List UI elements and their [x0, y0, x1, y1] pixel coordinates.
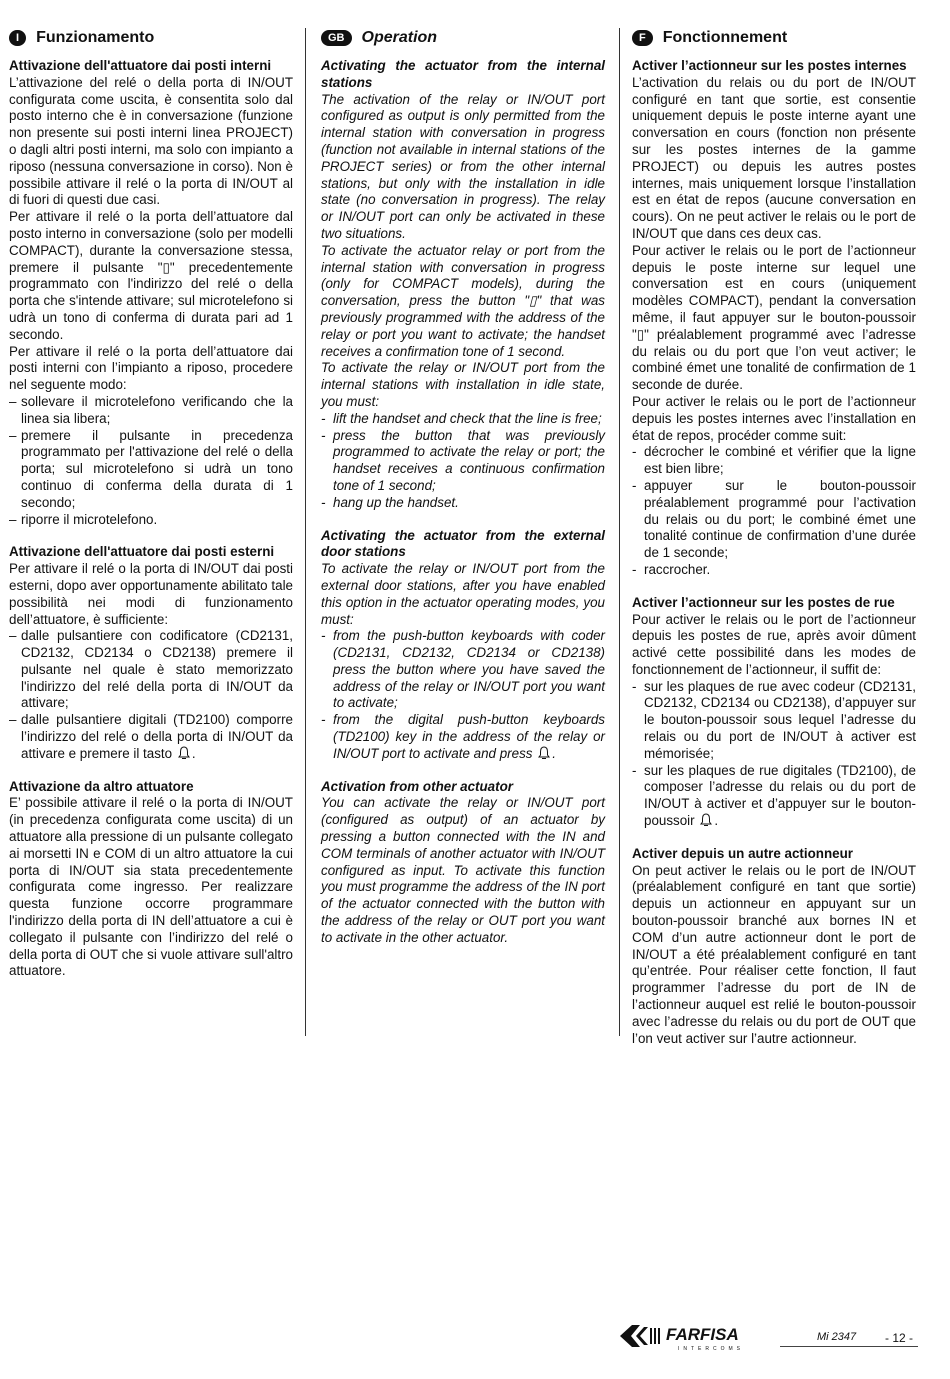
paragraph-it-2: Per attivare il relé o la porta dell’attuatore dal posto interno in conversazione (solo per modelli COMPACT), durante la conversazione stessa, premere il pulsante "▯" precedentemente programmato con l'indirizzo del relé o della porta che s'intende attivare; sul microtelefono si udrà un tono di conferma di durata pari ad 1 secondo. — [9, 209, 293, 342]
section-header-gb — [321, 26, 605, 50]
paragraph-it-5: E’ possibile attivare il relé o la porta di IN/OUT (in precedenza configurata come uscita) di un attuatore alla pressione di un pulsante collegato ai morsetti IN e COM di un altro attuatore la cui porta di IN/OUT sia stata precedentemente configurata come ingresso. Per realizzare questa funzione occorre programmare l'indirizzo della porta di IN dell’attuatore a cui è collegato il pulsante con l’indirizzo del relé o della porta di OUT che si vuole attivare sull'altro attuatore. — [9, 795, 293, 979]
document-reference: Mi 2347 — [817, 1331, 857, 1343]
paragraph-gb-4: To activate the relay or IN/OUT port from the external door stations, after you have enabled this option in the actuator operating modes, you must: — [321, 561, 605, 627]
paragraph-it-1: L’attivazione del relé o della porta di IN/OUT configurata come uscita, è consentita solo dal posto interno che è in conversazione (funzione non presente sui posti interni linea PROJECT) o dagli altri posti interni, ma solo con impianto a riposo (nessuna conversazione in corso). Non è possibile attivare il relé o la porta di IN/OUT al di fuori di questi due casi. — [9, 74, 293, 208]
section-title-internal-fr: Activer l’actionneur sur les postes internes — [632, 58, 907, 73]
column-french — [632, 26, 916, 1047]
section-title-internal-gb: Activating the actuator from the internal stations — [321, 58, 605, 90]
farfisa-logo — [618, 1322, 776, 1352]
paragraph-gb-1: The activation of the relay or IN/OUT port configured as output is only permitted from the internal station with conversation in progress (function not available in internal stations of the PROJECT series) or from the other internal stations, but only with the installation in idle state (no conversation in progress). The relay or IN/OUT port can only be activated in these two situations. — [321, 91, 605, 241]
svg-text:INTERCOMS: INTERCOMS — [678, 1346, 744, 1352]
steps-list-fr — [632, 444, 916, 578]
external-list-gb — [321, 628, 605, 762]
list-item: - raccrocher. — [632, 561, 711, 577]
paragraph-gb-2: To activate the actuator relay or port from the internal station with conversation in progress (only for COMPACT models), during the conversation, press the button "▯" that was previously programmed with the address of the relay or port you want to activate; the handset receives a confirmation tone of 1 second. — [321, 242, 605, 359]
list-item: - décrocher le combiné et vérifier que la ligne est bien libre; — [632, 444, 916, 477]
list-item: – dalle pulsantiere digitali (TD2100) comporre l’indirizzo del relé o della porta di IN/OUT da attivare e premere il tasto . — [9, 712, 293, 761]
list-item: - lift the handset and check that the line is free; — [321, 410, 602, 426]
section-title-external-it: Attivazione dell'attuatore dai posti esterni — [9, 544, 275, 560]
section-title-other-gb: Activation from other actuator — [321, 778, 513, 794]
column-divider-left — [305, 28, 306, 1036]
paragraph-gb-3: To activate the relay or IN/OUT port from the internal stations with installation in idle state, you must: — [321, 360, 605, 409]
column-divider-right — [619, 28, 620, 1036]
steps-list-it — [9, 394, 293, 528]
section-title-external-fr: Activer l’actionneur sur les postes de rue — [632, 594, 895, 610]
external-list-fr — [632, 679, 916, 830]
paragraph-it-4: Per attivare il relé o la porta di IN/OUT dai posti esterni, dopo aver opportunamente abilitato tale possibilità nei modi di funzionamento dell’attuatore, è sufficiente: — [9, 561, 293, 627]
steps-list-gb — [321, 411, 605, 512]
paragraph-gb-5: You can activate the relay or IN/OUT port (configured as output) of an actuator by pressing a button connected with the IN and COM terminals of another actuator with IN/OUT configured as input. To activate this function you must programme the address of the IN port of the actuator connected with the button with the address of the relay or OUT port you want to activate in the other actuator. — [321, 795, 605, 945]
svg-text:FARFISA: FARFISA — [666, 1325, 739, 1344]
paragraph-fr-4: Pour activer le relais ou le port de l’actionneur depuis les postes de rue, après avoir dûment activé cette possibilité dans les modes de fonctionnement de l’actionneur, il suffit de: — [632, 611, 916, 677]
list-item: - sur les plaques de rue digitales (TD2100), de composer l’adresse du relais ou du port de IN/OUT à activer et d’appuyer sur le bouton-poussoir . — [632, 762, 916, 829]
column-english — [321, 26, 605, 947]
paragraph-fr-3: Pour activer le relais ou le port de l’actionneur depuis les postes internes avec l’installation en état de repos, procéder comme suit: — [632, 393, 916, 443]
paragraph-fr-1: L’activation du relais ou du port de IN/OUT configuré en tant que sortie, est consentie uniquement depuis le poste interne ayant une conversation en cours (fonction non présente sur les postes internes de la gamme PROJECT) ou depuis les autres postes internes, mais uniquement lorsque l’installation est en état de repos (aucune conversation en cours). On ne peut activer le relais ou le port de IN/OUT que dans ces deux cas. — [632, 74, 916, 241]
paragraph-fr-2: Pour activer le relais ou le port de l’actionneur depuis le poste interne sur lequel une conversation est en cours (uniquement modèles COMPACT), pendant la conversation même, il faut appuyer sur le bouton-poussoir "▯" préalablement programmé avec l’adresse du relais ou du port que l’on veut activer; le combiné émet une tonalité de confirmation de 1 seconde de durée. — [632, 242, 916, 393]
footer-rule — [780, 1346, 918, 1347]
language-badge-gb: GB — [321, 30, 352, 46]
page-title-it: Funzionamento — [36, 28, 155, 46]
list-item: – riporre il microtelefono. — [9, 511, 158, 527]
page-footer — [614, 1322, 924, 1352]
section-title-external-gb: Activating the actuator from the external door stations — [321, 527, 605, 560]
bell-icon — [177, 746, 191, 760]
page-title-fr: Fonctionnement — [662, 28, 788, 46]
list-item: - sur les plaques de rue avec codeur (CD2131, CD2132, CD2134 ou CD2138), d’appuyer sur le bouton-poussoir sous lequel l’adresse du relais ou du port de IN/OUT à activer est mémorisée; — [632, 678, 916, 761]
page-number: - 12 - — [885, 1331, 914, 1345]
page-title-gb: Operation — [361, 28, 438, 46]
list-item: - press the button that was previously programmed to activate the relay or port; the handset receives a continuous confirmation tone of 1 second; — [321, 427, 605, 493]
section-title-other-it: Attivazione da altro attuatore — [9, 778, 194, 794]
list-item: - from the digital push-button keyboards (TD2100) key in the address of the relay or IN/OUT port to activate and press . — [321, 712, 605, 761]
bell-icon — [699, 813, 713, 827]
list-item: – dalle pulsantiere con codificatore (CD2131, CD2132, CD2134 o CD2138) premere il pulsante nel quale è stato memorizzato l'indirizzo del relé della porta di IN/OUT da attivare; — [9, 628, 293, 711]
list-item: - hang up the handset. — [321, 494, 459, 510]
column-italian — [9, 26, 293, 980]
section-title-internal-it: Attivazione dell'attuatore dai posti interni — [9, 58, 272, 73]
section-title-other-fr: Activer depuis un autre actionneur — [632, 845, 853, 861]
list-item: – premere il pulsante in precedenza programmato per l'attivazione del relé o della porta; sul microtelefono si udrà un tono continuo di conferma della durata di 1 secondo; — [9, 427, 293, 510]
bell-icon — [537, 746, 551, 760]
list-item: - appuyer sur le bouton-poussoir préalablement programmé pour l’activation du relais ou du port; le combiné émet une tonalité continue de confirmation d’une durée de 1 seconde; — [632, 477, 916, 561]
external-list-it — [9, 628, 293, 762]
paragraph-it-3: Per attivare il relé o la porta dell’attuatore dai posti interni con l’impianto a riposo, procedere nel seguente modo: — [9, 343, 293, 393]
language-badge-fr: F — [632, 30, 653, 46]
list-item: - from the push-button keyboards with coder (CD2131, CD2132, CD2134 or CD2138) press the button where you have saved the address of the relay or IN/OUT port you want to activate; — [321, 628, 605, 711]
list-item: – sollevare il microtelefono verificando che la linea sia libera; — [9, 393, 293, 426]
section-header-it — [9, 26, 293, 50]
section-header-fr — [632, 26, 916, 50]
paragraph-fr-5: On peut activer le relais ou le port de IN/OUT (préalablement configuré en tant que sortie) depuis un actionneur en appuyant sur un bouton-poussoir branché aux bornes IN et COM d’un autre actionneur dont le port de IN/OUT a été préalablement configuré en tant qu’entrée. Pour réaliser cette fonction, Il faut programmer l’adresse du port de IN de l’actionneur auquel est relié le bouton-poussoir avec l’adresse du relais ou du port de OUT que l’on veut activer sur l’autre actionneur. — [632, 862, 916, 1046]
language-badge-it: I — [9, 30, 26, 46]
